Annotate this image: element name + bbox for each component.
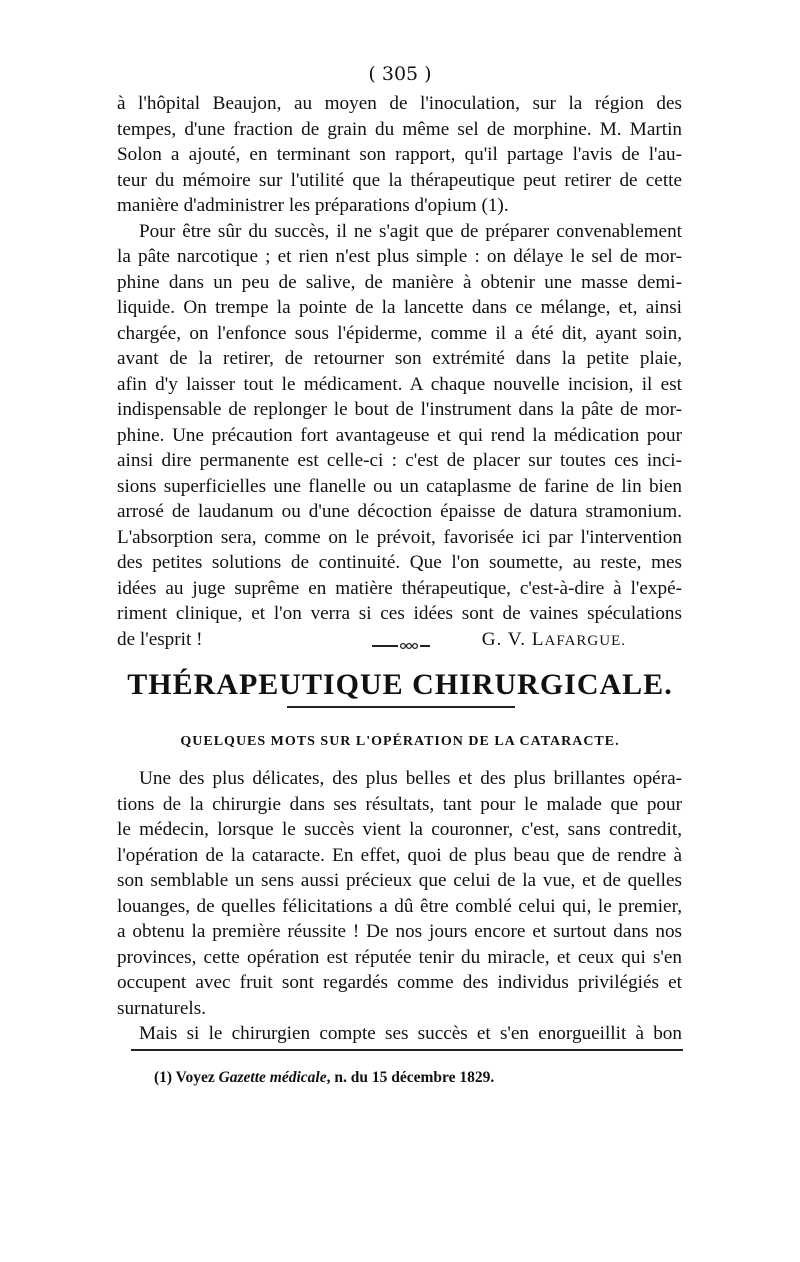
text-line: tions de la chirurgie dans ses résultats, tant pour le malade que pour [117,793,682,815]
text-line: le médecin, lorsque le succès vient la couronner, c'est, sans contredit, [117,819,682,840]
text-line: surnaturels. [117,997,206,1019]
article-subheading: QUELQUES MOTS SUR L'OPÉRATION DE LA CATARACTE. [180,734,620,749]
text-line: idées au juge suprême en matière thérapeutique, c'est-à-dire à l'expé- [117,577,682,599]
text-line: riment clinique, et l'on verra si ces idées sont de vaines spéculations [117,603,682,624]
paragraph-lancette [117,219,682,653]
signature-initials: G. V. L [481,628,545,650]
text-line: teur du mémoire sur l'utilité que la thérapeutique peut retirer de cette [117,169,682,191]
paragraph-continued [117,91,682,219]
text-line: avant de la retirer, de retourner son extrémité dans la petite plaie, [117,348,682,369]
text-line: de l'esprit ! [117,628,203,650]
text-line: Solon a ajouté, en terminant son rapport, qu'il partage l'avis de l'au- [117,144,682,165]
text-line: liquide. On trempe la pointe de la lancette dans ce mélange, et, ainsi [117,297,682,318]
signature-surname: AFARGUE. [544,632,626,649]
text-line: occupent avec fruit sont regardés comme des individus privilégiés et [117,972,682,993]
text-line: manière d'administrer les préparations d'opium (1). [117,195,509,216]
page-number: ( 305 ) [368,63,432,85]
text-line: ainsi dire permanente est celle-ci : c'est de placer sur toutes ces inci- [117,450,682,471]
text-line: provinces, cette opération est réputée tenir du miracle, et ceux qui s'en [117,946,682,968]
text-line: a obtenu la première réussite ! De nos jours encore et surtout dans nos [117,921,682,942]
ornament-divider [0,640,800,652]
text-line: phine. Une précaution fort avantageuse et qui rend la médication pour [117,424,682,446]
text-line: tempes, d'une fraction de grain du même sel de morphine. M. Martin [117,118,682,140]
text-line: louanges, de quelles félicitations a dû être comblé celui qui, le premier, [117,895,682,917]
section-title: THÉRAPEUTIQUE CHIRURGICALE. [127,668,673,701]
text-line: chargée, on l'enfonce sous l'épiderme, comme il a été dit, ayant soin, [117,322,682,344]
text-line: Une des plus délicates, des plus belles et des plus brillantes opéra- [139,768,682,789]
text-line: Pour être sûr du succès, il ne s'agit que de préparer convenablement [139,220,682,242]
footnote-journal: Gazette médicale [218,1069,327,1086]
text-line: Mais si le chirurgien compte ses succès et s'en enorgueillit à bon [139,1023,682,1044]
text-line: des petites solutions de continuité. Que l'on soumette, au reste, mes [117,552,682,573]
title-rule [287,706,515,708]
footnote-suffix: , n. du 15 décembre 1829. [326,1069,495,1086]
footnote [154,1069,494,1087]
footnote-rule [131,1049,683,1051]
text-line: arrosé de laudanum ou d'une décoction épaisse de datura stramonium. [117,501,682,522]
text-line: la pâte narcotique ; et rien n'est plus simple : on délaye le sel de mor- [117,246,682,267]
paragraph-cataracte [117,766,682,1047]
text-line: l'opération de la cataracte. En effet, quoi de plus beau que de rendre à [117,844,682,866]
text-line: à l'hôpital Beaujon, au moyen de l'inoculation, sur la région des [117,93,682,114]
text-line: L'absorption sera, comme on le prévoit, favorisée ici par l'intervention [117,526,682,548]
text-line: sions superficielles une flanelle ou un cataplasme de farine de lin bien [117,475,682,497]
text-line: indispensable de replonger le bout de l'instrument dans la pâte de mor- [117,399,682,420]
text-line: phine dans un peu de salive, de manière à obtenir une masse demi- [117,271,682,293]
text-line: afin d'y laisser tout le médicament. A chaque nouvelle incision, il est [117,373,682,395]
text-line: son semblable un sens aussi précieux que celui de la vue, et de quelles [117,870,682,891]
footnote-prefix: (1) Voyez [154,1069,219,1086]
